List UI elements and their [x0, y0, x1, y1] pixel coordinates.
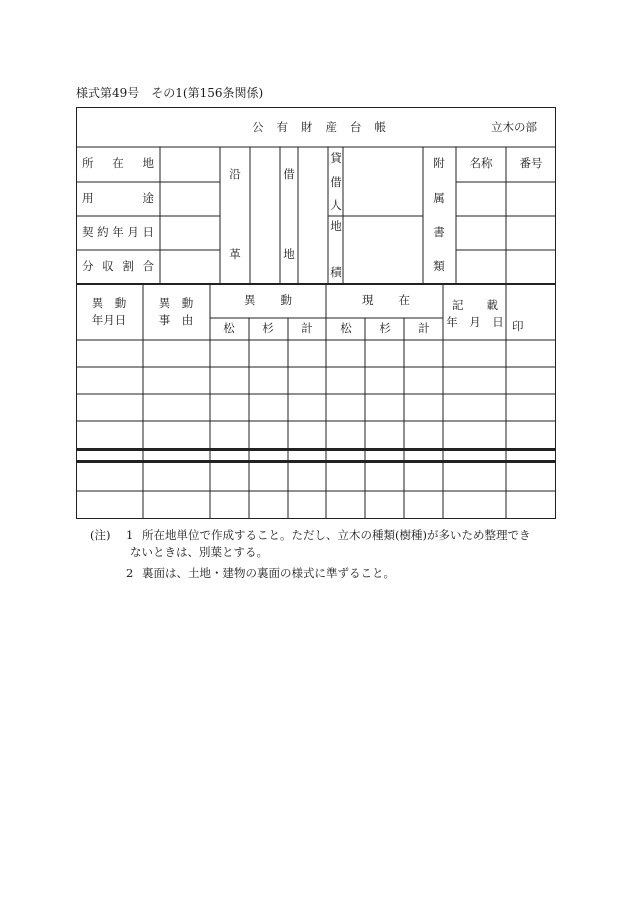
change-header: 異 動 — [244, 293, 292, 307]
note-2-number: 2 — [126, 566, 134, 580]
change-total-header: 計 — [301, 321, 313, 335]
note-1-text: 所在地単位で作成すること。ただし、立木の種類(樹種)が多いため整理でき — [142, 528, 531, 542]
form-number-caption: 様式第49号 その1(第156条関係) — [76, 86, 264, 100]
note-2-text: 裏面は、土地・建物の裏面の様式に準ずること。 — [142, 566, 395, 580]
note-1-text-continued: ないときは、別葉とする。 — [130, 545, 268, 559]
section-label: 立木の部 — [491, 120, 537, 134]
attachment-number-header: 番号 — [519, 156, 543, 170]
revenue-share-label: 分 収 割 合 — [82, 259, 154, 273]
ledger-title: 公 有 財 産 台 帳 — [252, 120, 386, 134]
attachment-name-header: 名称 — [469, 156, 493, 170]
current-header: 現 在 — [362, 293, 410, 307]
change-pine-header: 松 — [223, 321, 235, 335]
current-total-header: 計 — [418, 321, 430, 335]
seal-header: 印 — [512, 319, 524, 333]
change-cedar-header: 杉 — [262, 321, 274, 335]
current-cedar-header: 杉 — [379, 321, 391, 335]
note-1-number: 1 — [126, 528, 134, 542]
property-ledger-form: 公 有 財 産 台 帳 立木の部 所 在 地 用 途 契 約 年 月 日 分 収 割 合 沿 革 借 地 貸 借 人 地 積 附 属 書 類 名称 番号 異 動 年月日 異 動 事 由 異 動 現 在 松 杉 計 松 杉 計 記 載 年 月 日 印 — [76, 107, 556, 519]
location-label: 所 在 地 — [82, 156, 154, 170]
contract-date-label: 契 約 年 月 日 — [82, 225, 154, 239]
purpose-label: 用 途 — [82, 191, 154, 205]
current-pine-header: 松 — [340, 321, 352, 335]
notes-label: (注) — [90, 528, 111, 542]
